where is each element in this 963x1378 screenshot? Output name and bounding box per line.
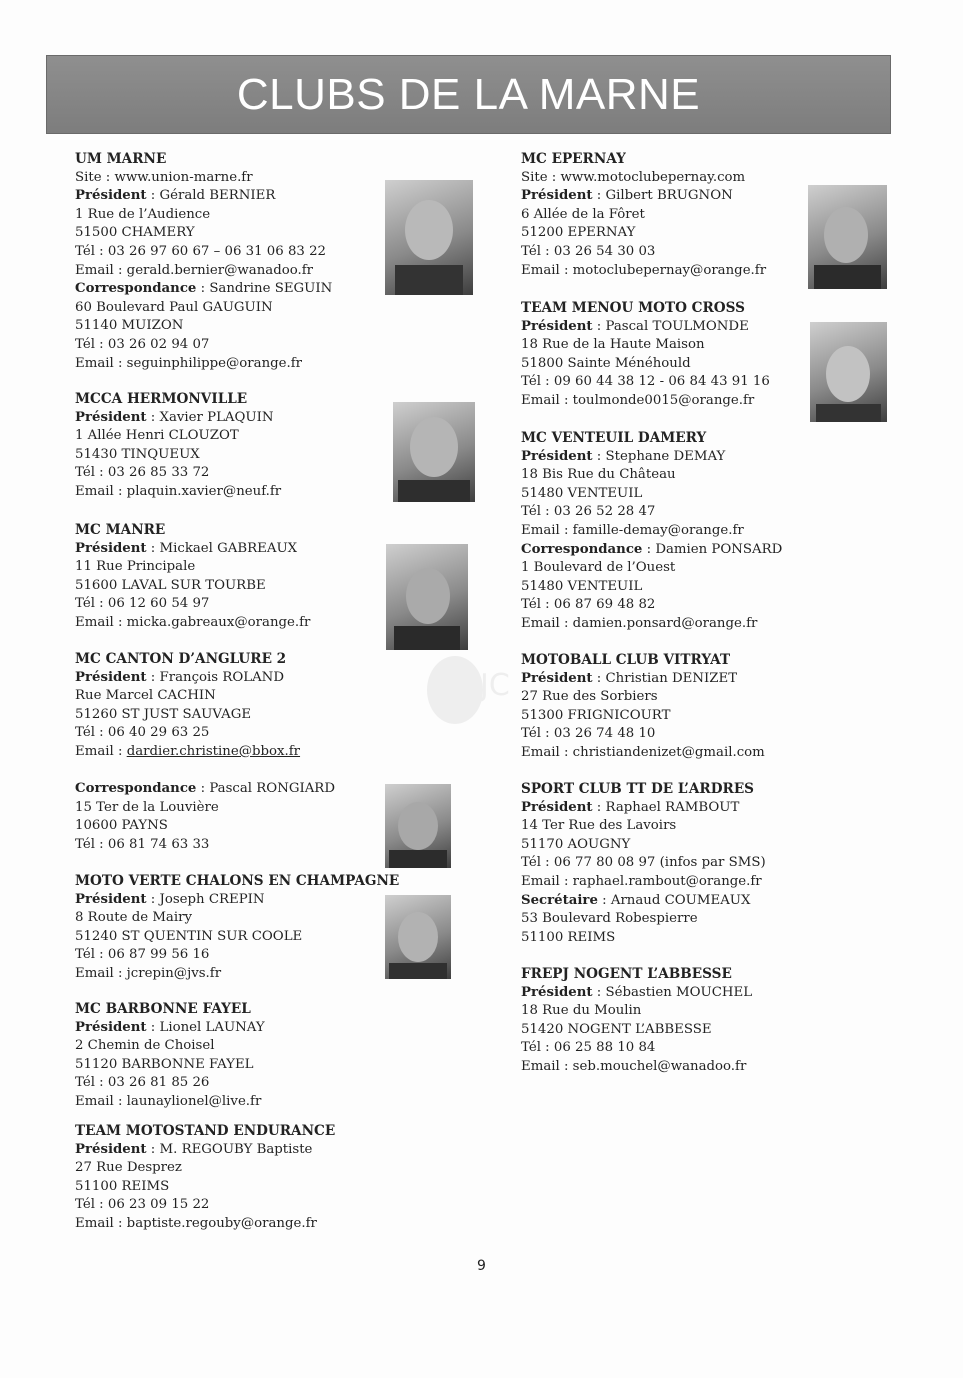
club-info-line: Tél : 03 26 54 30 03 <box>521 243 656 259</box>
club-info-line: Email : gerald.bernier@wanadoo.fr <box>75 262 314 278</box>
club-info-line: 2 Chemin de Choisel <box>75 1038 215 1054</box>
club-info-line: 18 Rue du Moulin <box>521 1003 642 1019</box>
club-info-line: Président : Pascal TOULMONDE <box>521 318 749 334</box>
club-info-line: Secrétaire : Arnaud COUMEAUX <box>521 892 751 908</box>
club-info-line: Président : Lionel LAUNAY <box>75 1019 265 1035</box>
club-info-line: Président : Christian DENIZET <box>521 670 738 686</box>
svg-text:JC: JC <box>480 668 510 703</box>
club-info-line: 53 Boulevard Robespierre <box>521 911 698 927</box>
club-info-line: 51800 Sainte Ménéhould <box>521 355 691 371</box>
club-info-line: Email : micka.gabreaux@orange.fr <box>75 614 311 630</box>
club-name: UM MARNE <box>75 151 167 167</box>
club-info-line: Tél : 06 23 09 15 22 <box>75 1197 210 1213</box>
club-info-line: Email : famille-demay@orange.fr <box>521 522 744 538</box>
portrait-photo-crepin <box>385 895 451 979</box>
club-block <box>75 1122 335 1234</box>
email-link[interactable]: dardier.christine@bbox.fr <box>126 743 301 759</box>
club-info-line: Président : Sébastien MOUCHEL <box>521 984 753 1000</box>
club-info-line: Email : seb.mouchel@wanadoo.fr <box>521 1058 747 1074</box>
club-info-line: Email : toulmonde0015@orange.fr <box>521 392 755 408</box>
club-info-line: Président : M. REGOUBY Baptiste <box>75 1141 313 1157</box>
club-info-line: Site : www.motoclubepernay.com <box>521 169 746 185</box>
club-info-line: Email : plaquin.xavier@neuf.fr <box>75 483 282 499</box>
club-name: MC EPERNAY <box>521 151 626 167</box>
club-info-line: 51200 EPERNAY <box>521 225 636 241</box>
club-info-line: Tél : 09 60 44 38 12 - 06 84 43 91 16 <box>521 374 770 390</box>
club-info-line: Rue Marcel CACHIN <box>75 688 216 704</box>
club-info-line: 51420 NOGENT L’ABBESSE <box>521 1021 712 1037</box>
club-info-line: 51240 ST QUENTIN SUR COOLE <box>75 928 303 944</box>
club-info-line: Site : www.union-marne.fr <box>75 169 253 185</box>
club-info-line: 8 Route de Mairy <box>75 910 192 926</box>
club-info-line: 1 Allée Henri CLOUZOT <box>75 428 239 444</box>
club-info-line: Tél : 03 26 97 60 67 – 06 31 06 83 22 <box>75 243 327 259</box>
club-info-line: 51260 ST JUST SAUVAGE <box>75 706 252 722</box>
club-info-line: Président : Raphael RAMBOUT <box>521 799 740 815</box>
field-label: Président <box>521 670 593 686</box>
club-info-line: Correspondance : Pascal RONGIARD <box>75 781 335 796</box>
club-info-line: 51430 TINQUEUX <box>75 446 200 462</box>
club-block <box>521 780 766 947</box>
title-banner <box>46 55 891 134</box>
club-info-line: 10600 PAYNS <box>75 818 168 834</box>
club-info-line: 14 Ter Rue des Lavoirs <box>521 818 677 834</box>
club-name: MOTOBALL CLUB VITRYAT <box>521 652 731 668</box>
field-label: Secrétaire <box>521 892 598 908</box>
club-info-line: 27 Rue Desprez <box>75 1160 182 1176</box>
club-name: MC BARBONNE FAYEL <box>75 1001 251 1017</box>
club-info-line: 1 Boulevard de l’Ouest <box>521 560 676 576</box>
field-label: Président <box>521 188 593 204</box>
club-info-line: 51170 AOUGNY <box>521 836 631 852</box>
club-info-line: Correspondance : Damien PONSARD <box>521 541 783 557</box>
club-info-line: Email : christiandenizet@gmail.com <box>521 744 765 760</box>
club-name: MC VENTEUIL DAMERY <box>521 430 707 446</box>
club-info-line: 51120 BARBONNE FAYEL <box>75 1056 254 1072</box>
club-info-line: Tél : 06 87 99 56 16 <box>75 947 210 963</box>
field-label: Président <box>75 409 147 425</box>
club-block <box>75 872 399 984</box>
field-label: Correspondance <box>75 281 197 297</box>
club-name: TEAM MOTOSTAND ENDURANCE <box>75 1123 336 1139</box>
club-block <box>521 299 770 411</box>
club-block <box>521 965 752 1077</box>
club-block <box>521 150 766 280</box>
portrait-photo-brugnon <box>808 185 887 289</box>
club-name: MC MANRE <box>75 522 166 538</box>
club-info-line: 51480 VENTEUIL <box>521 485 643 501</box>
field-label: Président <box>75 891 147 907</box>
club-info-line: Correspondance : Sandrine SEGUIN <box>75 281 333 297</box>
field-label: Président <box>75 1019 147 1035</box>
club-info-line: Email : baptiste.regouby@orange.fr <box>75 1215 317 1231</box>
club-info-line: Tél : 03 26 52 28 47 <box>521 504 656 520</box>
club-info-line: Tél : 03 26 85 33 72 <box>75 465 210 481</box>
club-info-line: Président : François ROLAND <box>75 669 284 685</box>
club-block <box>75 650 300 762</box>
field-label: Président <box>521 448 593 464</box>
club-info-line: Email : jcrepin@jvs.fr <box>75 965 222 981</box>
club-info-line: 27 Rue des Sorbiers <box>521 689 658 705</box>
club-info-line: Président : Stephane DEMAY <box>521 448 726 464</box>
club-info-line: Tél : 06 87 69 48 82 <box>521 597 656 613</box>
club-info-line: Email : raphael.rambout@orange.fr <box>521 873 762 889</box>
watermark-image <box>420 645 515 730</box>
club-info-line: 15 Ter de la Louvière <box>75 799 219 815</box>
club-info-line: 51480 VENTEUIL <box>521 578 643 594</box>
club-block <box>521 429 782 634</box>
club-info-line: Tél : 06 77 80 08 97 (infos par SMS) <box>521 855 766 871</box>
club-name: FREPJ NOGENT L’ABBESSE <box>521 966 732 982</box>
club-info-line: Tél : 03 26 74 48 10 <box>521 726 656 742</box>
club-info-line: Email : launaylionel@live.fr <box>75 1093 262 1109</box>
portrait-photo-bernier <box>385 180 473 295</box>
club-info-line: 18 Bis Rue du Château <box>521 467 676 483</box>
club-info-line: Tél : 06 12 60 54 97 <box>75 596 210 612</box>
club-block <box>75 1000 265 1112</box>
club-block <box>75 521 310 633</box>
club-block <box>75 390 281 502</box>
field-label: Correspondance <box>521 541 643 557</box>
club-info-line: Tél : 06 40 29 63 25 <box>75 725 210 741</box>
club-info-line: 11 Rue Principale <box>75 559 196 575</box>
field-label: Président <box>521 984 593 1000</box>
club-info-line: Président : Gérald BERNIER <box>75 188 276 204</box>
club-info-line: Email : seguinphilippe@orange.fr <box>75 355 303 371</box>
portrait-photo-toulmonde <box>810 322 887 422</box>
club-info-line: 51140 MUIZON <box>75 318 184 334</box>
club-info-line: Tél : 06 25 88 10 84 <box>521 1040 656 1056</box>
club-name: MOTO VERTE CHALONS EN CHAMPAGNE <box>75 873 400 889</box>
field-label: Président <box>521 318 593 334</box>
club-info-line: 51100 REIMS <box>75 1178 170 1194</box>
club-block <box>521 651 765 763</box>
field-label: Président <box>75 188 147 204</box>
portrait-photo-plaquin <box>393 402 475 502</box>
club-info-line: Tél : 03 26 81 85 26 <box>75 1075 210 1091</box>
club-name: MC CANTON D’ANGLURE 2 <box>75 651 287 667</box>
club-info-line: Email : damien.ponsard@orange.fr <box>521 615 758 631</box>
club-info-line: Email : motoclubepernay@orange.fr <box>521 262 767 278</box>
field-label: Président <box>521 799 593 815</box>
club-name: TEAM MENOU MOTO CROSS <box>521 300 745 316</box>
club-info-line: 51100 REIMS <box>521 929 616 945</box>
club-info-line: Tél : 06 81 74 63 33 <box>75 836 210 852</box>
club-info-line: Président : Joseph CREPIN <box>75 891 265 907</box>
field-label: Président <box>75 1141 147 1157</box>
field-label: Correspondance <box>75 781 197 796</box>
club-name: SPORT CLUB TT DE L’ARDRES <box>521 781 754 797</box>
club-info-line: 18 Rue de la Haute Maison <box>521 337 705 353</box>
club-info-line: 51300 FRIGNICOURT <box>521 707 671 723</box>
club-info-line: Email : dardier.christine@bbox.fr <box>75 743 301 759</box>
club-block <box>75 150 332 373</box>
club-info-line: 60 Boulevard Paul GAUGUIN <box>75 299 273 315</box>
club-info-line: 51600 LAVAL SUR TOURBE <box>75 577 266 593</box>
portrait-photo-gabreaux <box>386 544 468 650</box>
page-number: 9 <box>477 1258 486 1274</box>
page-title: CLUBS DE LA MARNE <box>236 69 701 119</box>
club-info-line: Président : Xavier PLAQUIN <box>75 409 274 425</box>
club-info-line: 51500 CHAMERY <box>75 225 195 241</box>
club-block <box>75 780 335 854</box>
portrait-photo-rongiard <box>385 784 451 868</box>
club-info-line: 6 Allée de la Fôret <box>521 206 645 222</box>
club-info-line: Président : Gilbert BRUGNON <box>521 188 733 204</box>
club-name: MCCA HERMONVILLE <box>75 391 248 407</box>
club-info-line: 1 Rue de l’Audience <box>75 206 211 222</box>
field-label: Président <box>75 669 147 685</box>
field-label: Président <box>75 540 147 556</box>
club-info-line: Tél : 03 26 02 94 07 <box>75 336 210 352</box>
club-info-line: Président : Mickael GABREAUX <box>75 540 298 556</box>
